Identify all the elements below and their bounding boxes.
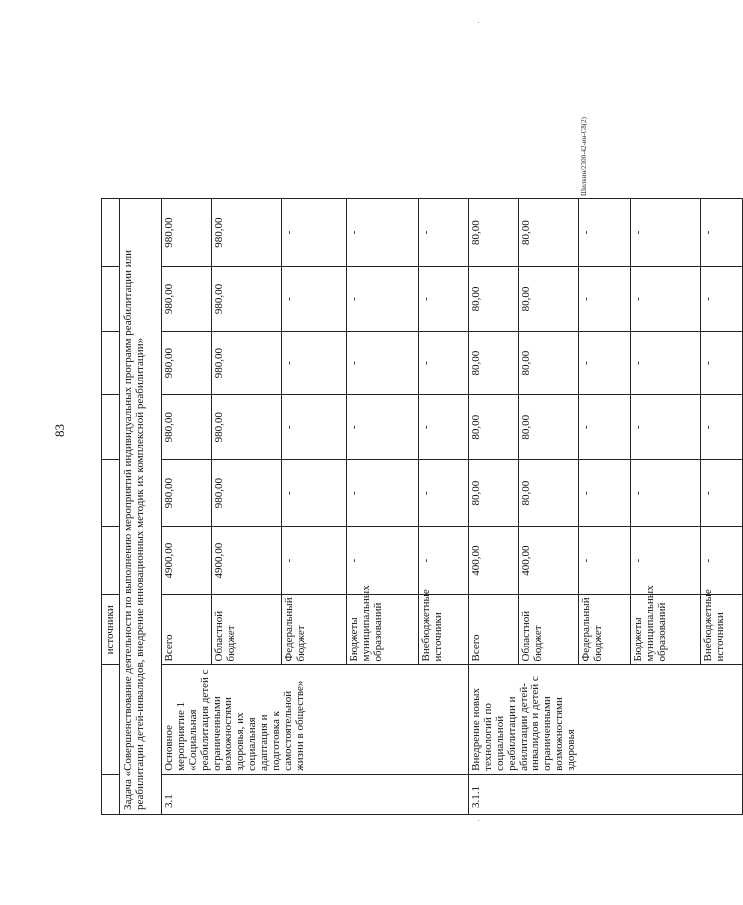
funding-source: Областной бюджет [212, 595, 282, 665]
amount-cell: 80,00 [469, 395, 519, 460]
measure-name: Основное мероприятие 1 «Социальная реабилитация детей с ограниченными возможностями здоровья, их социальная адаптация и подготовка к самостоятельной жизни в обществе» [162, 665, 469, 774]
amount-cell: - [419, 267, 469, 332]
amount-cell: - [701, 199, 743, 267]
amount-cell: 980,00 [212, 267, 282, 332]
amount-cell: - [701, 331, 743, 395]
amount-cell: 980,00 [162, 460, 212, 527]
amount-cell: - [579, 395, 631, 460]
amount-cell: - [631, 395, 701, 460]
amount-cell: - [282, 331, 347, 395]
amount-cell: 80,00 [519, 199, 579, 267]
amount-cell: 80,00 [469, 267, 519, 332]
amount-cell: 80,00 [519, 395, 579, 460]
amount-cell: 980,00 [212, 460, 282, 527]
amount-cell: - [579, 331, 631, 395]
amount-cell: - [579, 267, 631, 332]
header-cell [102, 774, 120, 814]
header-cell [102, 460, 120, 527]
amount-cell: 4900,00 [212, 527, 282, 595]
amount-cell: 80,00 [519, 331, 579, 395]
amount-cell: - [282, 267, 347, 332]
amount-cell: 80,00 [519, 267, 579, 332]
amount-cell: - [419, 460, 469, 527]
table-row [469, 199, 519, 815]
funding-source: Областной бюджет [519, 595, 579, 665]
funding-source: Федеральный бюджет [579, 595, 631, 665]
amount-cell: 980,00 [212, 199, 282, 267]
amount-cell: 4900,00 [162, 527, 212, 595]
amount-cell: - [282, 527, 347, 595]
amount-cell: - [579, 527, 631, 595]
amount-cell: - [701, 460, 743, 527]
amount-cell: - [282, 199, 347, 267]
amount-cell: - [419, 199, 469, 267]
table-header-row [102, 199, 120, 815]
amount-cell: - [631, 460, 701, 527]
amount-cell: - [347, 331, 419, 395]
header-cell [102, 199, 120, 267]
amount-cell: - [701, 527, 743, 595]
rotated-table-container [101, 198, 726, 815]
amount-cell: - [701, 267, 743, 332]
funding-source: Всего [162, 595, 212, 665]
amount-cell: - [347, 460, 419, 527]
funding-source: Внебюджетные источники [701, 595, 743, 665]
header-cell [102, 331, 120, 395]
amount-cell: - [631, 331, 701, 395]
amount-cell: - [631, 267, 701, 332]
row-code: 3.1 [162, 774, 469, 814]
amount-cell: - [347, 395, 419, 460]
amount-cell: - [631, 527, 701, 595]
amount-cell: - [419, 395, 469, 460]
page-number: 83 [52, 424, 67, 437]
scan-speck [478, 820, 479, 821]
header-cell [102, 665, 120, 774]
amount-cell: 980,00 [162, 199, 212, 267]
amount-cell: - [282, 460, 347, 527]
amount-cell: - [347, 527, 419, 595]
header-cell [102, 267, 120, 332]
funding-source: Бюджеты муниципальных образований [347, 595, 419, 665]
amount-cell: 80,00 [469, 199, 519, 267]
amount-cell: - [419, 527, 469, 595]
amount-cell: 80,00 [469, 460, 519, 527]
task-row [120, 199, 162, 815]
header-cell [102, 527, 120, 595]
amount-cell: 980,00 [212, 331, 282, 395]
scan-speck [478, 22, 479, 23]
amount-cell: - [282, 395, 347, 460]
amount-cell: 980,00 [162, 395, 212, 460]
amount-cell: 980,00 [212, 395, 282, 460]
amount-cell: - [701, 395, 743, 460]
amount-cell: - [347, 267, 419, 332]
funding-source: Всего [469, 595, 519, 665]
funding-source: Федеральный бюджет [282, 595, 347, 665]
row-code: 3.1.1 [469, 774, 743, 814]
amount-cell: - [579, 460, 631, 527]
header-cell: источники [102, 595, 120, 665]
amount-cell: 400,00 [469, 527, 519, 595]
amount-cell: - [419, 331, 469, 395]
funding-source: Бюджеты муниципальных образований [631, 595, 701, 665]
amount-cell: - [347, 199, 419, 267]
document-code: Шилкин/2300-42-ин-С8(2) [580, 117, 588, 196]
amount-cell: 80,00 [469, 331, 519, 395]
task-description: Задача «Совершенствование деятельности по выполнению мероприятий индивидуальных программ реабилитации или реабилитации детей-инвалидов, внедрение инновационных методик их комплексной реабилитации» [120, 199, 162, 815]
measure-name: Внедрение новых технологий по социальной реабилитации и абилитации детей-инвалидов и детей с ограниченными возможностями здоровья [469, 665, 743, 774]
table-row [162, 199, 212, 815]
amount-cell: - [631, 199, 701, 267]
amount-cell: - [579, 199, 631, 267]
header-cell [102, 395, 120, 460]
funding-source: Внебюджетные источники [419, 595, 469, 665]
amount-cell: 980,00 [162, 267, 212, 332]
amount-cell: 400,00 [519, 527, 579, 595]
amount-cell: 80,00 [519, 460, 579, 527]
amount-cell: 980,00 [162, 331, 212, 395]
funding-table [101, 198, 743, 815]
